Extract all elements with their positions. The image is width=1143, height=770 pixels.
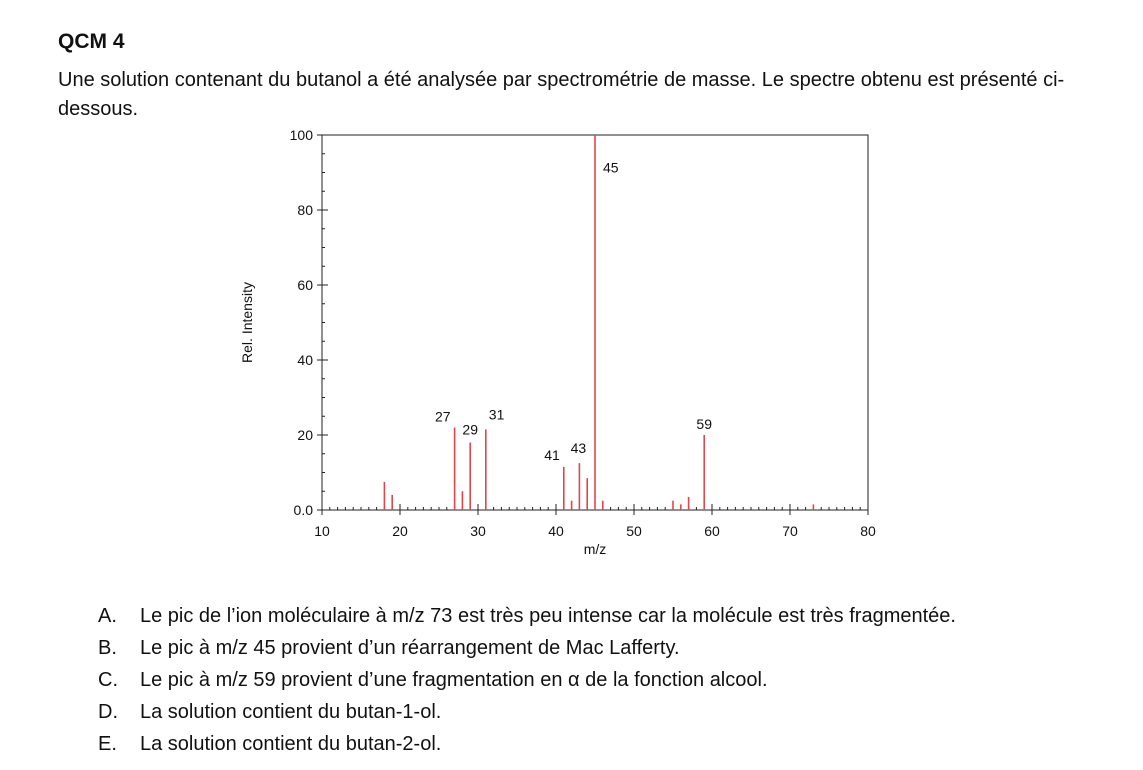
x-tick-label: 60 xyxy=(704,523,720,539)
y-axis-label: Rel. Intensity xyxy=(239,282,255,363)
x-axis-label: m/z xyxy=(583,541,607,557)
peak-label: 41 xyxy=(544,446,560,463)
peak-label: 31 xyxy=(488,406,505,423)
option-text: La solution contient du butan-2-ol. xyxy=(140,733,442,755)
option-e[interactable] xyxy=(98,728,956,760)
x-tick-label: 20 xyxy=(392,523,408,539)
y-tick-label: 40 xyxy=(297,352,313,368)
option-letter: A. xyxy=(98,605,117,627)
x-tick-label: 10 xyxy=(314,523,330,539)
answer-options xyxy=(98,600,956,760)
peak-label: 27 xyxy=(435,408,451,425)
question-intro: Une solution contenant du butanol a été analysée par spectrométrie de masse. Le spectre obtenu est présenté ci-dessous. xyxy=(58,69,1065,120)
y-tick-label: 20 xyxy=(297,427,313,443)
x-tick-label: 30 xyxy=(470,523,486,539)
option-letter: B. xyxy=(98,637,117,659)
x-tick-label: 70 xyxy=(782,523,798,539)
option-c[interactable] xyxy=(98,664,956,696)
option-letter: C. xyxy=(98,669,118,691)
mass-spectrum-chart xyxy=(228,126,888,566)
y-tick-label: 0.0 xyxy=(293,502,313,518)
y-tick-label: 80 xyxy=(297,202,313,218)
x-tick-label: 40 xyxy=(548,523,564,539)
option-b[interactable] xyxy=(98,632,956,664)
option-d[interactable] xyxy=(98,696,956,728)
x-tick-label: 50 xyxy=(626,523,642,539)
option-letter: D. xyxy=(98,701,118,723)
option-a[interactable] xyxy=(98,600,956,632)
y-tick-label: 60 xyxy=(297,277,313,293)
option-text: Le pic de l’ion moléculaire à m/z 73 est très peu intense car la molécule est très fragmentée. xyxy=(140,605,956,627)
question-title: QCM 4 xyxy=(58,30,125,53)
y-tick-label: 100 xyxy=(289,127,313,143)
option-text: La solution contient du butan-1-ol. xyxy=(140,701,442,723)
option-text: Le pic à m/z 59 provient d’une fragmentation en α de la fonction alcool. xyxy=(140,669,768,691)
peak-label: 59 xyxy=(696,416,712,432)
peak-label: 43 xyxy=(570,440,587,457)
option-letter: E. xyxy=(98,733,117,755)
peak-label: 29 xyxy=(462,421,478,438)
x-tick-label: 80 xyxy=(860,523,876,539)
peak-label: 45 xyxy=(603,159,619,176)
option-text: Le pic à m/z 45 provient d’un réarrangement de Mac Lafferty. xyxy=(140,637,680,659)
